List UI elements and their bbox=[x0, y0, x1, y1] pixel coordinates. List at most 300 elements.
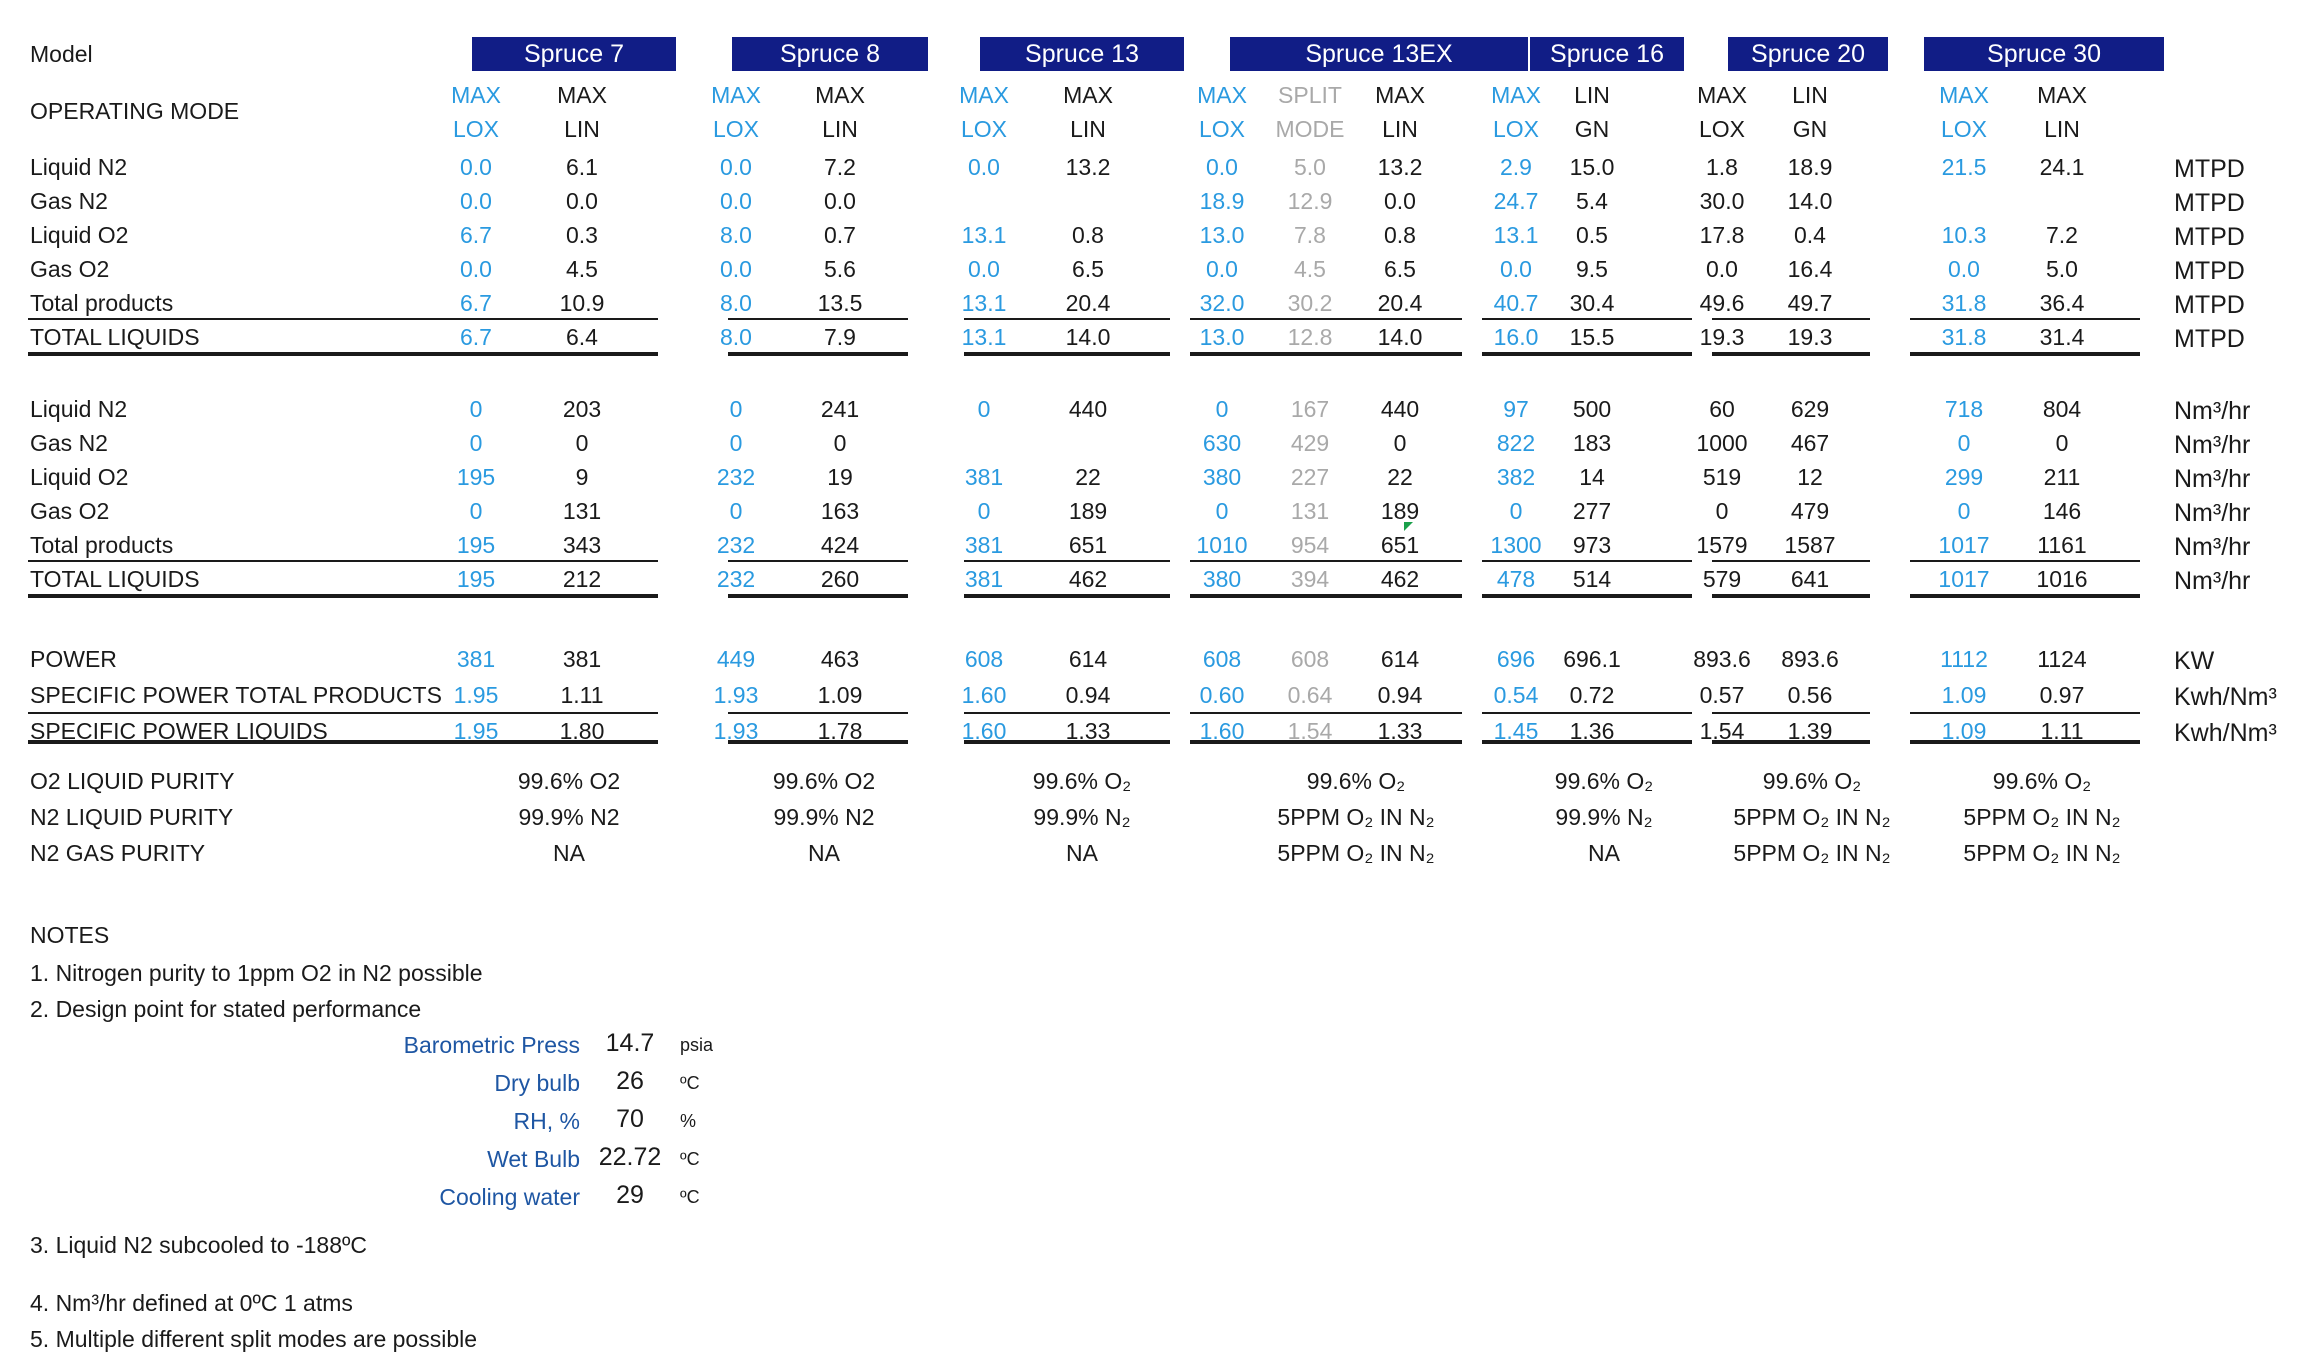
value-cell: 60 bbox=[1709, 396, 1735, 422]
operating-mode-label: OPERATING MODE bbox=[30, 98, 240, 124]
purity-value: NA bbox=[553, 840, 585, 866]
value-cell: 7.2 bbox=[824, 154, 856, 180]
total-rule bbox=[1482, 352, 1692, 356]
value-cell: 0.72 bbox=[1569, 682, 1615, 708]
mode-line2: LIN bbox=[1070, 116, 1106, 142]
row-rule bbox=[28, 560, 658, 562]
row-label: Gas N2 bbox=[30, 430, 108, 456]
total-rule bbox=[1482, 594, 1692, 598]
purity-value: 5PPM O₂ IN N₂ bbox=[1277, 840, 1435, 866]
mode-line1: MAX bbox=[451, 82, 501, 108]
value-cell: 893.6 bbox=[1781, 646, 1839, 672]
value-cell: 0.0 bbox=[460, 154, 492, 180]
value-cell: 0.54 bbox=[1493, 682, 1539, 708]
row-label: TOTAL LIQUIDS bbox=[30, 324, 200, 350]
row-label: Liquid N2 bbox=[30, 396, 128, 422]
value-cell: 16.4 bbox=[1787, 256, 1833, 282]
total-rule bbox=[1190, 594, 1462, 598]
purity-label: N2 GAS PURITY bbox=[30, 840, 206, 866]
design-point-value: 29 bbox=[616, 1181, 644, 1209]
total-rule bbox=[1712, 594, 1870, 598]
value-cell: 0 bbox=[977, 498, 991, 524]
total-rule bbox=[728, 594, 908, 598]
design-point-value: 22.72 bbox=[598, 1143, 662, 1171]
value-cell: 13.1 bbox=[961, 324, 1007, 350]
total-rule bbox=[28, 740, 658, 744]
unit-label: Nm³/hr bbox=[2174, 499, 2251, 527]
model-header: Spruce 13 bbox=[980, 37, 1184, 71]
mode-line1: MAX bbox=[557, 82, 607, 108]
total-rule bbox=[1712, 352, 1870, 356]
value-cell: 30.0 bbox=[1699, 188, 1745, 214]
value-cell: 381 bbox=[964, 464, 1004, 490]
value-cell: 1300 bbox=[1490, 532, 1542, 558]
value-cell: 718 bbox=[1944, 396, 1984, 422]
value-cell: 1112 bbox=[1940, 646, 1988, 672]
value-cell: 13.2 bbox=[1377, 154, 1423, 180]
value-cell: 0.0 bbox=[720, 188, 752, 214]
value-cell: 1.36 bbox=[1569, 718, 1615, 744]
value-cell: 0.60 bbox=[1199, 682, 1245, 708]
value-cell: 0.97 bbox=[2039, 682, 2085, 708]
row-rule bbox=[1910, 712, 2140, 714]
value-cell: 24.7 bbox=[1493, 188, 1539, 214]
unit-label: Kwh/Nm³ bbox=[2174, 683, 2277, 711]
value-cell: 203 bbox=[562, 396, 602, 422]
total-rule bbox=[964, 352, 1170, 356]
value-cell: 381 bbox=[964, 532, 1004, 558]
value-cell: 30.4 bbox=[1569, 290, 1615, 316]
value-cell: 1.95 bbox=[453, 718, 499, 744]
value-cell: 15.0 bbox=[1569, 154, 1615, 180]
model-header: Spruce 30 bbox=[1924, 37, 2164, 71]
value-cell: 163 bbox=[820, 498, 860, 524]
value-cell: 651 bbox=[1068, 532, 1108, 558]
purity-value: 99.6% O₂ bbox=[1554, 768, 1654, 794]
value-cell: 15.5 bbox=[1569, 324, 1615, 350]
purity-value: 99.6% O₂ bbox=[1306, 768, 1406, 794]
value-cell: 7.9 bbox=[824, 324, 856, 350]
value-cell: 0 bbox=[1957, 430, 1971, 456]
note-item: 2. Design point for stated performance bbox=[30, 996, 422, 1022]
value-cell: 1161 bbox=[2037, 532, 2087, 558]
value-cell: 97 bbox=[1503, 396, 1529, 422]
value-cell: 0 bbox=[469, 430, 483, 456]
mode-line1: MAX bbox=[1697, 82, 1747, 108]
value-cell: 1.09 bbox=[817, 682, 863, 708]
value-cell: 6.5 bbox=[1072, 256, 1104, 282]
value-cell: 629 bbox=[1790, 396, 1830, 422]
model-label: Model bbox=[30, 41, 93, 67]
value-cell: 1.54 bbox=[1287, 718, 1333, 744]
mode-line1: MAX bbox=[2037, 82, 2087, 108]
value-cell: 21.5 bbox=[1941, 154, 1987, 180]
value-cell: 0 bbox=[469, 396, 483, 422]
value-cell: 0 bbox=[729, 396, 743, 422]
value-cell: 7.8 bbox=[1294, 222, 1326, 248]
mode-line2: GN bbox=[1792, 116, 1828, 142]
value-cell: 0.0 bbox=[1206, 256, 1238, 282]
value-cell: 0.7 bbox=[824, 222, 856, 248]
value-cell: 440 bbox=[1380, 396, 1420, 422]
purity-value: 99.6% O2 bbox=[517, 768, 621, 794]
row-label: Liquid N2 bbox=[30, 154, 128, 180]
value-cell: 0.64 bbox=[1287, 682, 1333, 708]
unit-label: Nm³/hr bbox=[2174, 431, 2251, 459]
row-label: Liquid O2 bbox=[30, 222, 129, 248]
value-cell: 14.0 bbox=[1377, 324, 1423, 350]
mode-line1: MAX bbox=[1491, 82, 1541, 108]
unit-label: MTPD bbox=[2174, 291, 2245, 319]
row-label: Gas N2 bbox=[30, 188, 108, 214]
mode-line2: LOX bbox=[1698, 116, 1746, 142]
value-cell: 12 bbox=[1797, 464, 1823, 490]
purity-label: N2 LIQUID PURITY bbox=[30, 804, 234, 830]
value-cell: 6.7 bbox=[460, 324, 492, 350]
mode-line1: MAX bbox=[1063, 82, 1113, 108]
value-cell: 232 bbox=[716, 464, 756, 490]
value-cell: 1.60 bbox=[961, 682, 1007, 708]
value-cell: 7.2 bbox=[2046, 222, 2078, 248]
value-cell: 893.6 bbox=[1693, 646, 1751, 672]
value-cell: 1.11 bbox=[2040, 718, 2084, 744]
mode-line1: LIN bbox=[1574, 82, 1610, 108]
unit-label: MTPD bbox=[2174, 223, 2245, 251]
total-rule bbox=[28, 352, 658, 356]
value-cell: 31.8 bbox=[1941, 290, 1987, 316]
value-cell: 18.9 bbox=[1787, 154, 1833, 180]
value-cell: 0.8 bbox=[1384, 222, 1416, 248]
note-item: 1. Nitrogen purity to 1ppm O2 in N2 possible bbox=[30, 960, 483, 986]
design-point-label: Wet Bulb bbox=[487, 1146, 580, 1172]
design-point-unit: ºC bbox=[680, 1187, 700, 1207]
purity-value: 99.6% O₂ bbox=[1992, 768, 2092, 794]
value-cell: 6.1 bbox=[566, 154, 598, 180]
value-cell: 1.11 bbox=[560, 682, 604, 708]
value-cell: 1.78 bbox=[817, 718, 863, 744]
value-cell: 9 bbox=[575, 464, 589, 490]
value-cell: 13.5 bbox=[817, 290, 863, 316]
mode-line2: LIN bbox=[1382, 116, 1418, 142]
mode-line2: LOX bbox=[960, 116, 1008, 142]
design-point-label: RH, % bbox=[513, 1108, 580, 1134]
value-cell: 0 bbox=[729, 498, 743, 524]
purity-value: NA bbox=[808, 840, 840, 866]
row-label: Total products bbox=[30, 532, 174, 558]
purity-value: 99.6% O₂ bbox=[1032, 768, 1132, 794]
row-label: Gas O2 bbox=[30, 498, 110, 524]
design-point-unit: psia bbox=[680, 1035, 714, 1055]
purity-value: NA bbox=[1588, 840, 1620, 866]
value-cell: 0.3 bbox=[566, 222, 598, 248]
value-cell: 0.0 bbox=[1500, 256, 1532, 282]
value-cell: 479 bbox=[1790, 498, 1830, 524]
purity-value: 5PPM O₂ IN N₂ bbox=[1963, 840, 2121, 866]
unit-label: Nm³/hr bbox=[2174, 465, 2251, 493]
value-cell: 0 bbox=[1509, 498, 1523, 524]
value-cell: 630 bbox=[1202, 430, 1242, 456]
row-rule bbox=[1712, 318, 1870, 320]
value-cell: 1010 bbox=[1196, 532, 1248, 558]
value-cell: 1017 bbox=[1938, 532, 1990, 558]
value-cell: 49.6 bbox=[1699, 290, 1745, 316]
value-cell: 1.60 bbox=[961, 718, 1007, 744]
value-cell: 0.0 bbox=[460, 188, 492, 214]
value-cell: 0 bbox=[977, 396, 991, 422]
value-cell: 822 bbox=[1496, 430, 1536, 456]
value-cell: 22 bbox=[1075, 464, 1101, 490]
purity-value: 99.9% N2 bbox=[518, 804, 620, 830]
value-cell: 343 bbox=[562, 532, 602, 558]
value-cell: 0.0 bbox=[1206, 154, 1238, 180]
purity-value: 99.9% N₂ bbox=[1033, 804, 1131, 830]
value-cell: 13.0 bbox=[1199, 222, 1245, 248]
note-item: 3. Liquid N2 subcooled to -188ºC bbox=[30, 1232, 368, 1258]
value-cell: 0 bbox=[729, 430, 743, 456]
design-point-unit: % bbox=[680, 1111, 697, 1131]
value-cell: 10.9 bbox=[559, 290, 605, 316]
value-cell: 641 bbox=[1790, 566, 1830, 592]
value-cell: 449 bbox=[716, 646, 756, 672]
mode-line2: LOX bbox=[1198, 116, 1246, 142]
value-cell: 1124 bbox=[2037, 646, 2087, 672]
value-cell: 13.0 bbox=[1199, 324, 1245, 350]
value-cell: 183 bbox=[1572, 430, 1612, 456]
purity-value: 99.6% O₂ bbox=[1762, 768, 1862, 794]
value-cell: 1.39 bbox=[1787, 718, 1833, 744]
value-cell: 608 bbox=[1202, 646, 1242, 672]
row-rule bbox=[964, 560, 1170, 562]
row-rule bbox=[1190, 318, 1462, 320]
value-cell: 651 bbox=[1380, 532, 1420, 558]
row-rule bbox=[1482, 712, 1692, 714]
purity-value: 5PPM O₂ IN N₂ bbox=[1277, 804, 1435, 830]
value-cell: 0.0 bbox=[460, 256, 492, 282]
value-cell: 36.4 bbox=[2039, 290, 2085, 316]
total-rule bbox=[964, 594, 1170, 598]
purity-label: O2 LIQUID PURITY bbox=[30, 768, 235, 794]
value-cell: 0.0 bbox=[824, 188, 856, 214]
value-cell: 195 bbox=[456, 532, 496, 558]
value-cell: 16.0 bbox=[1493, 324, 1539, 350]
value-cell: 0.0 bbox=[720, 154, 752, 180]
mode-line2: LOX bbox=[452, 116, 500, 142]
purity-value: NA bbox=[1066, 840, 1098, 866]
row-rule bbox=[728, 318, 908, 320]
value-cell: 260 bbox=[820, 566, 860, 592]
row-rule bbox=[728, 560, 908, 562]
value-cell: 19.3 bbox=[1787, 324, 1833, 350]
value-cell: 31.8 bbox=[1941, 324, 1987, 350]
value-cell: 1016 bbox=[2036, 566, 2088, 592]
row-rule bbox=[1910, 318, 2140, 320]
design-point-unit: ºC bbox=[680, 1073, 700, 1093]
value-cell: 0.57 bbox=[1699, 682, 1745, 708]
mode-line2: LIN bbox=[2044, 116, 2080, 142]
value-cell: 8.0 bbox=[720, 290, 752, 316]
value-cell: 0 bbox=[469, 498, 483, 524]
mode-line2: MODE bbox=[1275, 116, 1345, 142]
total-rule bbox=[1910, 594, 2140, 598]
purity-value: 99.6% O2 bbox=[772, 768, 876, 794]
value-cell: 8.0 bbox=[720, 324, 752, 350]
purity-value: 5PPM O₂ IN N₂ bbox=[1733, 840, 1891, 866]
value-cell: 0 bbox=[1215, 498, 1229, 524]
value-cell: 19 bbox=[827, 464, 853, 490]
row-rule bbox=[1712, 712, 1870, 714]
value-cell: 299 bbox=[1944, 464, 1984, 490]
mode-line2: LOX bbox=[1940, 116, 1988, 142]
value-cell: 1.33 bbox=[1377, 718, 1423, 744]
value-cell: 1.93 bbox=[713, 682, 759, 708]
row-rule bbox=[1712, 560, 1870, 562]
value-cell: 6.7 bbox=[460, 290, 492, 316]
total-rule bbox=[1190, 352, 1462, 356]
unit-label: MTPD bbox=[2174, 189, 2245, 217]
value-cell: 131 bbox=[562, 498, 602, 524]
value-cell: 12.9 bbox=[1287, 188, 1333, 214]
value-cell: 8.0 bbox=[720, 222, 752, 248]
total-rule bbox=[1910, 740, 2140, 744]
value-cell: 1579 bbox=[1696, 532, 1748, 558]
row-label: Gas O2 bbox=[30, 256, 110, 282]
value-cell: 20.4 bbox=[1065, 290, 1111, 316]
design-point-value: 14.7 bbox=[605, 1029, 655, 1057]
model-header: Spruce 8 bbox=[732, 37, 928, 71]
note-item: 5. Multiple different split modes are possible bbox=[30, 1326, 478, 1352]
comment-marker bbox=[1404, 522, 1413, 531]
value-cell: 195 bbox=[456, 566, 496, 592]
value-cell: 167 bbox=[1290, 396, 1330, 422]
value-cell: 0 bbox=[833, 430, 847, 456]
value-cell: 804 bbox=[2042, 396, 2082, 422]
value-cell: 519 bbox=[1702, 464, 1742, 490]
row-rule bbox=[1190, 560, 1462, 562]
model-header: Spruce 20 bbox=[1728, 37, 1888, 71]
mode-line2: LIN bbox=[822, 116, 858, 142]
row-rule bbox=[964, 318, 1170, 320]
value-cell: 440 bbox=[1068, 396, 1108, 422]
value-cell: 462 bbox=[1068, 566, 1108, 592]
value-cell: 1.33 bbox=[1065, 718, 1111, 744]
value-cell: 579 bbox=[1702, 566, 1742, 592]
total-rule bbox=[1482, 740, 1692, 744]
value-cell: 478 bbox=[1496, 566, 1536, 592]
mode-line2: GN bbox=[1574, 116, 1610, 142]
mode-line1: MAX bbox=[1197, 82, 1247, 108]
unit-label: Nm³/hr bbox=[2174, 397, 2251, 425]
value-cell: 1.45 bbox=[1493, 718, 1539, 744]
value-cell: 973 bbox=[1572, 532, 1612, 558]
row-label: SPECIFIC POWER LIQUIDS bbox=[30, 718, 328, 744]
value-cell: 4.5 bbox=[566, 256, 598, 282]
design-point-unit: ºC bbox=[680, 1149, 700, 1169]
model-header: Spruce 13EX bbox=[1230, 37, 1528, 71]
value-cell: 9.5 bbox=[1576, 256, 1608, 282]
value-cell: 696.1 bbox=[1563, 646, 1621, 672]
value-cell: 32.0 bbox=[1199, 290, 1245, 316]
value-cell: 22 bbox=[1387, 464, 1413, 490]
design-point-value: 70 bbox=[616, 1105, 644, 1133]
value-cell: 13.2 bbox=[1065, 154, 1111, 180]
value-cell: 212 bbox=[562, 566, 602, 592]
value-cell: 0.0 bbox=[1948, 256, 1980, 282]
mode-line1: MAX bbox=[711, 82, 761, 108]
design-point-value: 26 bbox=[616, 1067, 644, 1095]
total-rule bbox=[1190, 740, 1462, 744]
design-point-label: Barometric Press bbox=[403, 1032, 580, 1058]
total-rule bbox=[28, 594, 658, 598]
value-cell: 0.0 bbox=[1384, 188, 1416, 214]
value-cell: 954 bbox=[1290, 532, 1330, 558]
value-cell: 5.4 bbox=[1576, 188, 1608, 214]
value-cell: 0 bbox=[1215, 396, 1229, 422]
unit-label: MTPD bbox=[2174, 257, 2245, 285]
purity-value: 99.9% N₂ bbox=[1555, 804, 1653, 830]
value-cell: 6.7 bbox=[460, 222, 492, 248]
value-cell: 394 bbox=[1290, 566, 1330, 592]
unit-label: Nm³/hr bbox=[2174, 533, 2251, 561]
value-cell: 500 bbox=[1572, 396, 1612, 422]
value-cell: 0.94 bbox=[1065, 682, 1111, 708]
purity-value: 5PPM O₂ IN N₂ bbox=[1733, 804, 1891, 830]
row-label: Liquid O2 bbox=[30, 464, 129, 490]
value-cell: 241 bbox=[820, 396, 860, 422]
design-point-label: Dry bulb bbox=[494, 1070, 580, 1096]
value-cell: 381 bbox=[456, 646, 496, 672]
value-cell: 195 bbox=[456, 464, 496, 490]
total-rule bbox=[728, 352, 908, 356]
value-cell: 49.7 bbox=[1787, 290, 1833, 316]
value-cell: 2.9 bbox=[1500, 154, 1532, 180]
value-cell: 30.2 bbox=[1287, 290, 1333, 316]
row-rule bbox=[1482, 318, 1692, 320]
row-label: POWER bbox=[30, 646, 117, 672]
value-cell: 5.0 bbox=[2046, 256, 2078, 282]
value-cell: 14 bbox=[1579, 464, 1605, 490]
row-rule bbox=[1910, 560, 2140, 562]
value-cell: 1587 bbox=[1784, 532, 1836, 558]
mode-line2: LOX bbox=[1492, 116, 1540, 142]
row-rule bbox=[964, 712, 1170, 714]
value-cell: 146 bbox=[2042, 498, 2082, 524]
value-cell: 382 bbox=[1496, 464, 1536, 490]
value-cell: 5.6 bbox=[824, 256, 856, 282]
value-cell: 31.4 bbox=[2039, 324, 2085, 350]
mode-line1: SPLIT bbox=[1278, 82, 1342, 108]
value-cell: 696 bbox=[1496, 646, 1536, 672]
value-cell: 40.7 bbox=[1493, 290, 1539, 316]
value-cell: 17.8 bbox=[1699, 222, 1745, 248]
note-item: 4. Nm³/hr defined at 0ºC 1 atms bbox=[30, 1290, 353, 1316]
value-cell: 381 bbox=[964, 566, 1004, 592]
value-cell: 608 bbox=[1290, 646, 1330, 672]
value-cell: 227 bbox=[1290, 464, 1330, 490]
unit-label: Nm³/hr bbox=[2174, 567, 2251, 595]
value-cell: 1.95 bbox=[453, 682, 499, 708]
value-cell: 1.93 bbox=[713, 718, 759, 744]
value-cell: 232 bbox=[716, 566, 756, 592]
value-cell: 0 bbox=[2055, 430, 2069, 456]
value-cell: 0 bbox=[1957, 498, 1971, 524]
value-cell: 0.94 bbox=[1377, 682, 1423, 708]
mode-line1: MAX bbox=[815, 82, 865, 108]
row-label: SPECIFIC POWER TOTAL PRODUCTS bbox=[30, 682, 442, 708]
row-rule bbox=[1482, 560, 1692, 562]
unit-label: MTPD bbox=[2174, 155, 2245, 183]
value-cell: 380 bbox=[1202, 464, 1242, 490]
value-cell: 467 bbox=[1790, 430, 1830, 456]
